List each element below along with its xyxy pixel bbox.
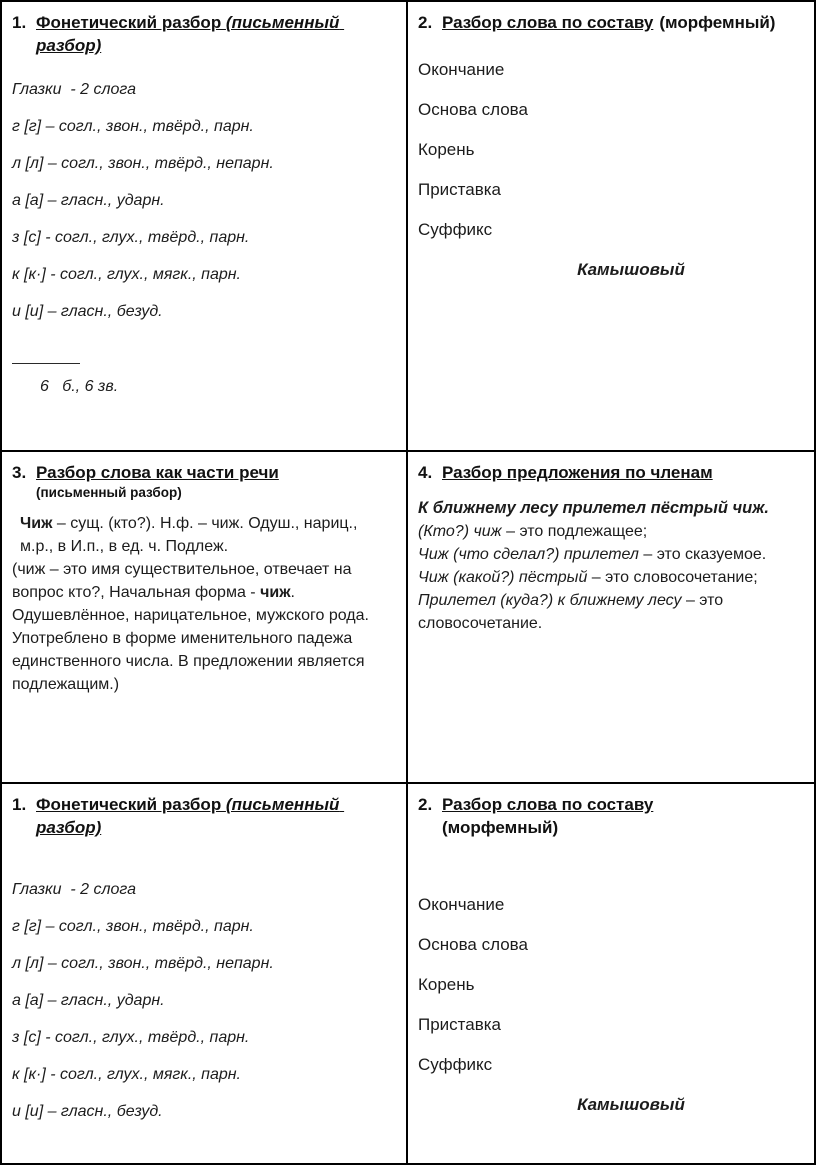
- heading-text: [442, 461, 804, 484]
- phonetic-line: л [л] – согл., звон., твёрд., непарн.: [12, 955, 274, 972]
- heading-part-of-speech: [12, 461, 396, 502]
- heading-subtitle: (письменный разбор): [36, 13, 345, 55]
- heading-title: Разбор предложения по членам: [442, 463, 713, 482]
- morpheme-item: Окончание: [418, 60, 505, 79]
- phonetic-line: з [с] - согл., глух., твёрд., парн.: [12, 1029, 250, 1046]
- heading-subtitle: (морфемный): [659, 13, 776, 32]
- heading-morphemic: [418, 11, 804, 34]
- morpheme-list: [418, 60, 804, 240]
- cell-phonetic-analysis-1: [2, 2, 408, 452]
- cell-part-of-speech-analysis: [2, 452, 408, 784]
- morpheme-item: Приставка: [418, 180, 502, 199]
- heading-phonetic: [12, 793, 396, 839]
- phonetic-line: г [г] – согл., звон., твёрд., парн.: [12, 118, 254, 135]
- phonetic-line: а [а] – гласн., ударн.: [12, 192, 165, 209]
- example-sentence: К ближнему лесу прилетел пёстрый чиж.: [418, 499, 769, 517]
- heading-text: [36, 11, 366, 57]
- morpheme-item: Основа слова: [418, 935, 528, 954]
- word-syllables-line: Глазки - 2 слога: [12, 881, 136, 898]
- phonetic-line: и [и] – гласн., безуд.: [12, 303, 163, 320]
- heading-text: [442, 793, 804, 839]
- morpheme-item: Корень: [418, 975, 475, 994]
- heading-title: Фонетический разбор: [36, 13, 226, 32]
- heading-number: 2.: [418, 795, 433, 814]
- part-of-speech-body: [12, 512, 390, 696]
- morpheme-item: Приставка: [418, 1015, 502, 1034]
- morpheme-item: Корень: [418, 140, 475, 159]
- letters-sounds-count: 6 б., 6 зв.: [40, 378, 119, 395]
- phonetic-line: а [а] – гласн., ударн.: [12, 992, 165, 1009]
- analyzed-word: Чиж: [20, 515, 53, 532]
- heading-title: Разбор слова по составу: [442, 795, 654, 814]
- heading-subtitle: (письменный разбор): [36, 795, 345, 837]
- phonetic-line: з [с] - согл., глух., твёрд., парн.: [12, 229, 250, 246]
- heading-text: [442, 11, 804, 34]
- word-syllables-line: Глазки - 2 слога: [12, 81, 136, 98]
- sentence-member-line: Прилетел (куда?) к ближнему лесу – это словосочетание.: [418, 592, 728, 632]
- heading-sentence: [418, 461, 804, 484]
- heading-number: 3.: [12, 463, 27, 482]
- cell-phonetic-analysis-2: [2, 784, 408, 1163]
- analysis-full: (чиж – это имя существительное, отвечает на вопрос кто?, Начальная форма - чиж. Одушевлённое, нарицательное, мужского рода. Употреблено в форме именительного падежа единственного числа. В предложении является подлежащим.): [12, 561, 374, 693]
- heading-number: 2.: [418, 13, 433, 32]
- divider-line: [12, 363, 80, 364]
- cell-morphemic-analysis-2: [408, 784, 814, 1163]
- heading-text: [36, 461, 396, 502]
- heading-title: Разбор слова по составу: [442, 13, 654, 32]
- phonetic-line: к [к·] - согл., глух., мягк., парн.: [12, 1066, 241, 1083]
- morpheme-item: Основа слова: [418, 100, 528, 119]
- heading-subtitle: (морфемный): [442, 818, 559, 837]
- morpheme-item: Суффикс: [418, 1055, 493, 1074]
- cell-sentence-analysis: [408, 452, 814, 784]
- sentence-analysis-body: [418, 520, 770, 635]
- analyzed-word: Камышовый: [577, 1095, 685, 1114]
- sentence-member-line: (Кто?) чиж – это подлежащее;: [418, 523, 648, 540]
- analyzed-word: Камышовый: [577, 260, 685, 279]
- phonetic-line: л [л] – согл., звон., твёрд., непарн.: [12, 155, 274, 172]
- morpheme-item: Окончание: [418, 895, 505, 914]
- morpheme-item: Суффикс: [418, 220, 493, 239]
- heading-morphemic: [418, 793, 804, 839]
- heading-title: Разбор слова как части речи: [36, 463, 279, 482]
- sentence-member-line: Чиж (что сделал?) прилетел – это сказуемое.: [418, 546, 767, 563]
- phonetic-line: к [к·] - согл., глух., мягк., парн.: [12, 266, 241, 283]
- heading-phonetic: [12, 11, 396, 57]
- morpheme-list: [418, 895, 804, 1075]
- phonetic-line: г [г] – согл., звон., твёрд., парн.: [12, 918, 254, 935]
- heading-number: 4.: [418, 463, 433, 482]
- sentence-member-line: Чиж (какой?) пёстрый – это словосочетание;: [418, 569, 758, 586]
- analyzed-word: чиж: [260, 584, 291, 601]
- heading-title: Фонетический разбор: [36, 795, 226, 814]
- heading-number: 1.: [12, 795, 27, 814]
- phonetic-line: и [и] – гласн., безуд.: [12, 1103, 163, 1120]
- heading-subtitle: (письменный разбор): [36, 485, 182, 500]
- cell-morphemic-analysis-1: [408, 2, 814, 452]
- analysis-short: Чиж – сущ. (кто?). Н.ф. – чиж. Одуш., нариц., м.р., в И.п., в ед. ч. Подлеж.: [20, 515, 362, 555]
- heading-number: 1.: [12, 13, 27, 32]
- heading-text: [36, 793, 366, 839]
